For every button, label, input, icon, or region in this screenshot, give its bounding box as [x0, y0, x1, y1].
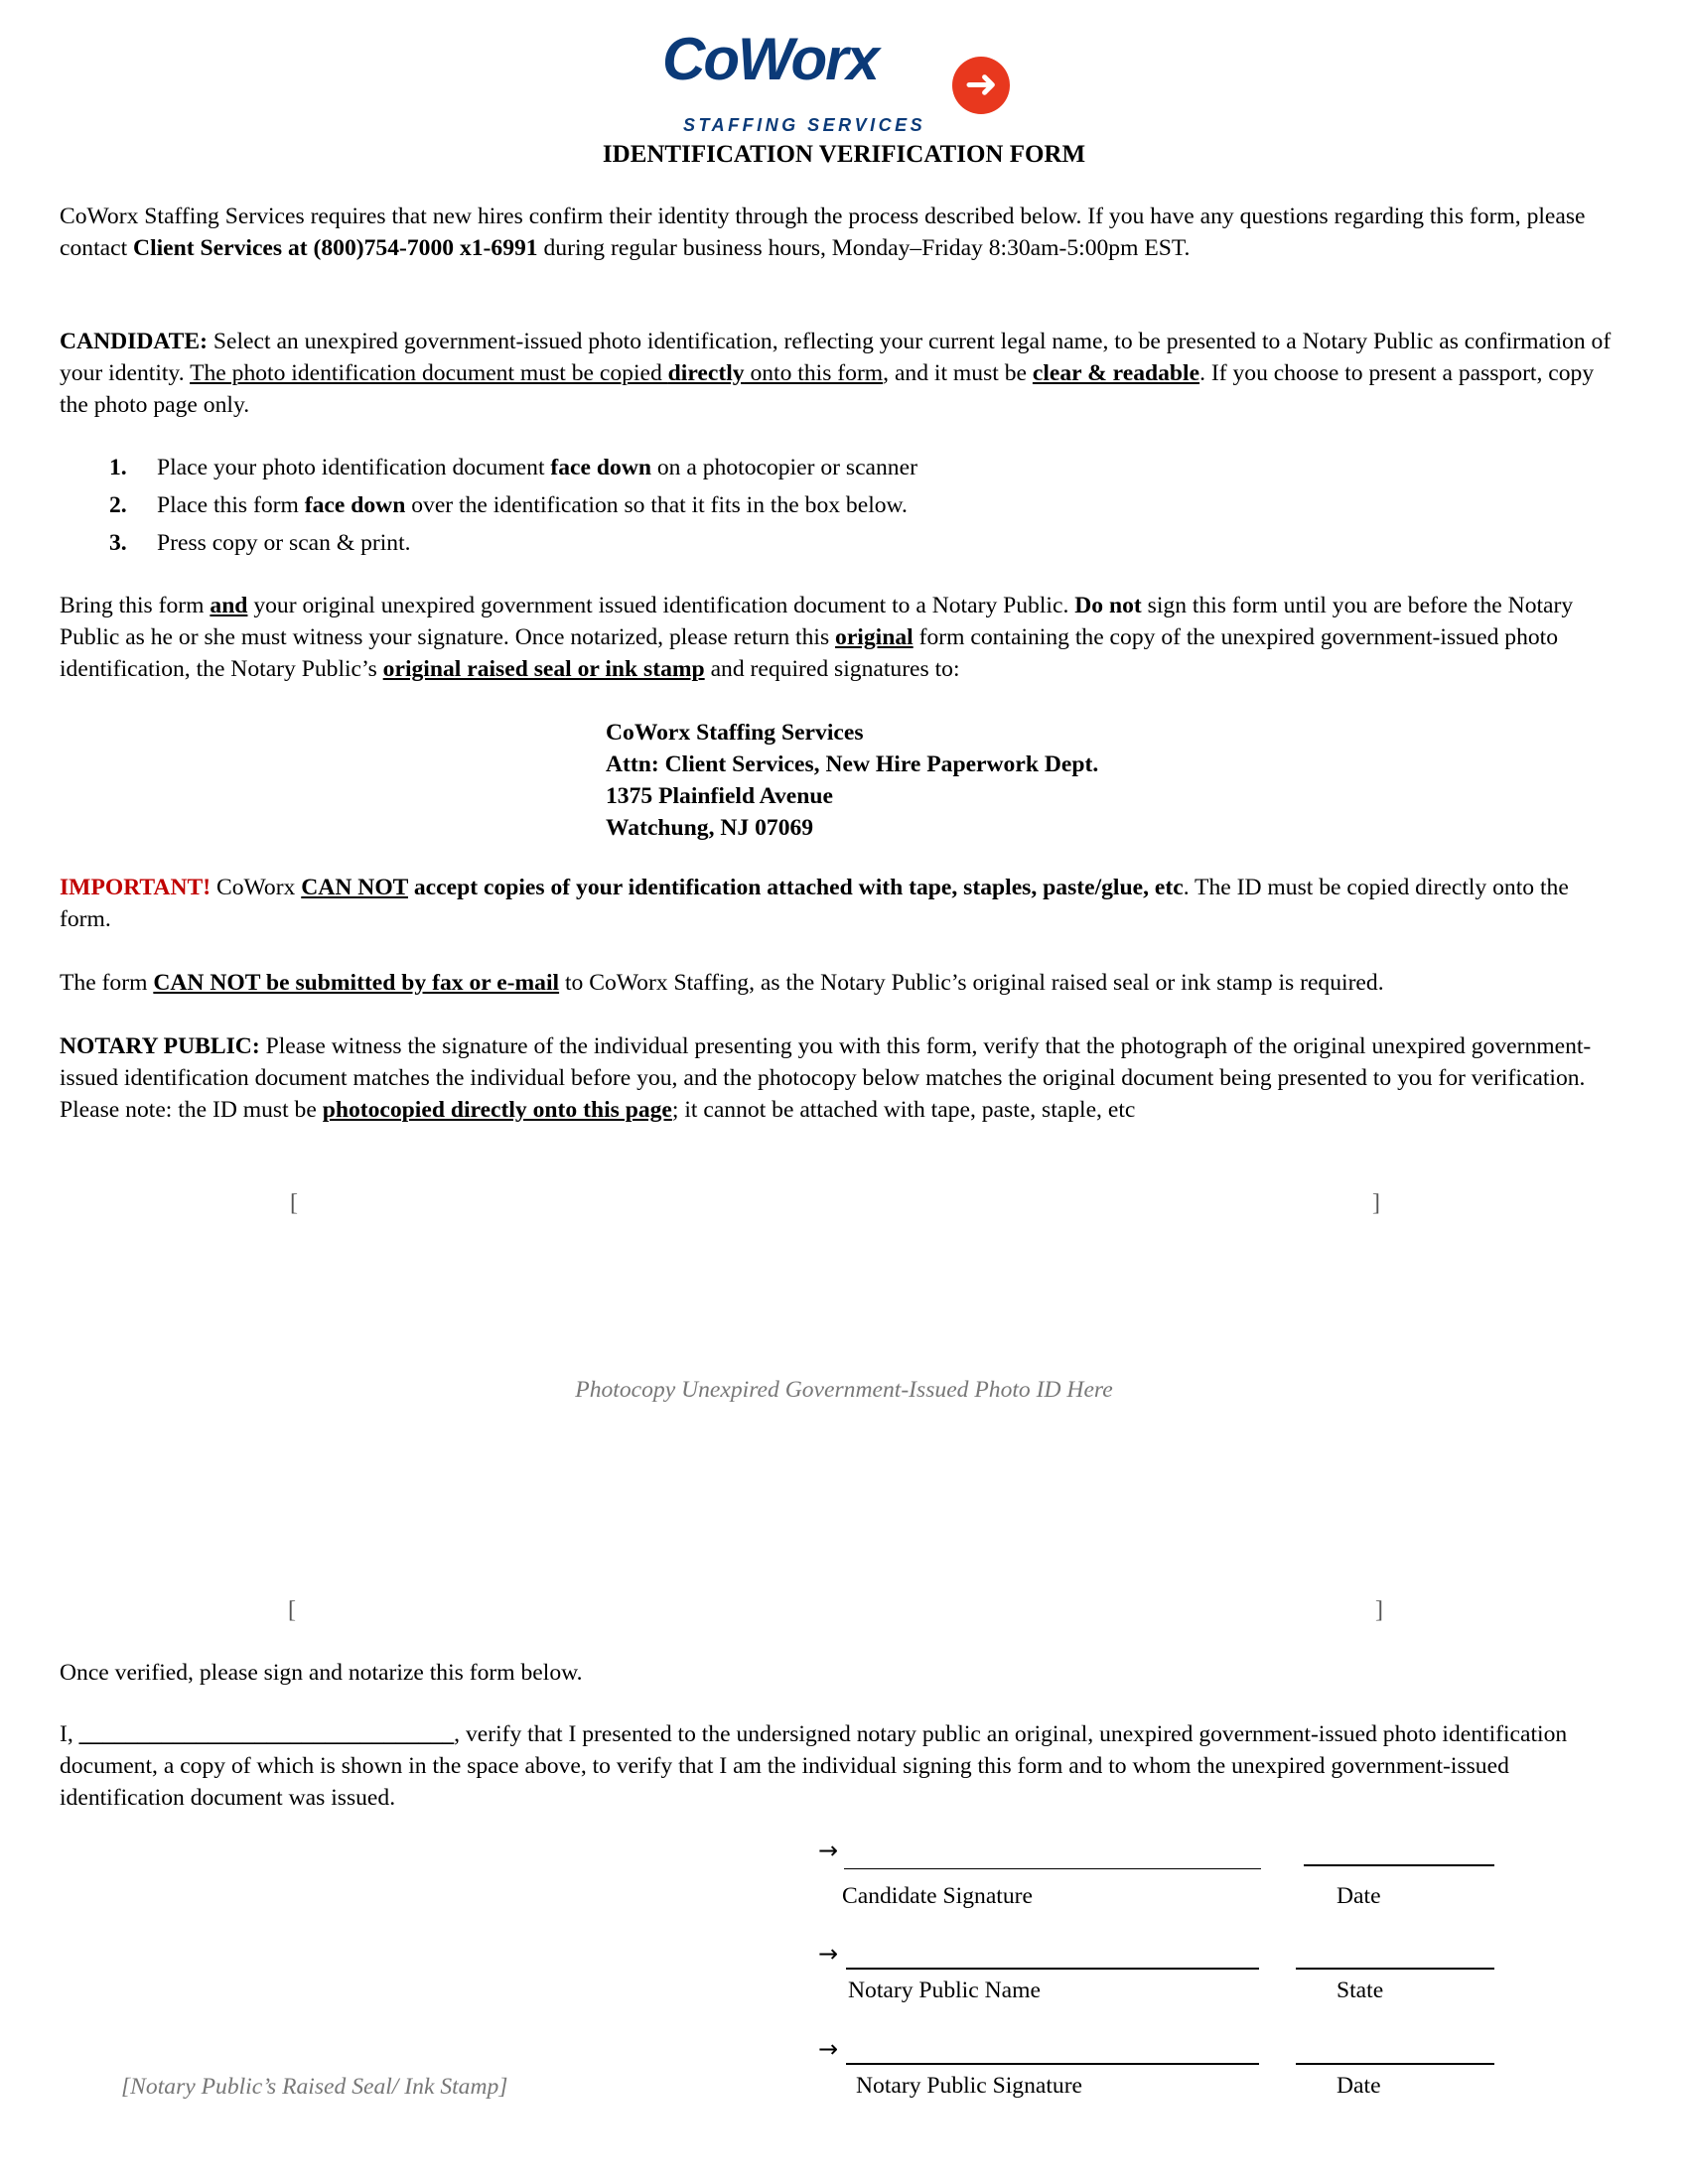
coworx-logo [657, 26, 1035, 135]
photo-box-corner-br: ] [1375, 1597, 1383, 1623]
date-label: Date [1336, 2073, 1381, 2099]
notary-signature-line[interactable] [846, 2063, 1259, 2065]
steps-list [109, 452, 917, 565]
candidate-paragraph: CANDIDATE: Select an unexpired government-issued photo identification, reflecting your current legal name, to be presented to a Notary Public as confirmation of your identity. The photo identification document must be copied directly onto this form, and it must be clear & readable. If you choose to present a passport, copy the photo page only. [60, 329, 1612, 418]
intro-paragraph: CoWorx Staffing Services requires that new hires confirm their identity through the process described below. If you have any questions regarding this form, please contact Client Services at (800)754-7000 x1-6991 during regular business hours, Monday–Friday 8:30am-5:00pm EST. [60, 204, 1586, 261]
important-paragraph: IMPORTANT! CoWorx CAN NOT accept copies of your identification attached with tape, staples, paste/glue, etc. The ID must be copied directly onto the form. [60, 875, 1569, 932]
photo-box-corner-tr: ] [1372, 1190, 1380, 1216]
photo-box-corner-tl: [ [290, 1190, 298, 1216]
signature-label: Candidate Signature [842, 1883, 1033, 1909]
state-line[interactable] [1296, 1968, 1494, 1970]
signature-label: Notary Public Name [848, 1978, 1041, 2003]
notary-paragraph: NOTARY PUBLIC: Please witness the signature of the individual presenting you with this form, verify that the photograph of the original unexpired government-issued identification document matches the individual before you, and the photocopy below matches the original document being presented to you for verification. Please note: the ID must be photocopied directly onto this page; it cannot be attached with tape, paste, staple, etc [60, 1033, 1592, 1123]
arrow-right-icon: → [818, 1837, 839, 1864]
signature-label: Notary Public Signature [856, 2073, 1083, 2099]
arrow-right-icon: → [818, 2035, 839, 2063]
notary-seal-placeholder: [Notary Public’s Raised Seal/ Ink Stamp] [121, 2074, 508, 2100]
list-item: 1. Place your photo identification document face down on a photocopier or scanner [109, 455, 917, 480]
attestation-paragraph: I, ________________________________, verify that I presented to the undersigned notary public an original, unexpired government-issued photo identification document, a copy of which is shown in the space above, to verify that I am the individual signing this form and to whom the unexpired government-issued identification document was issued. [60, 1721, 1568, 1811]
photo-id-placeholder: Photocopy Unexpired Government-Issued Photo ID Here [575, 1377, 1113, 1403]
candidate-signature-line[interactable] [844, 1868, 1261, 1869]
candidate-date-line[interactable] [1304, 1864, 1494, 1866]
bring-paragraph: Bring this form and your original unexpired government issued identification document to a Notary Public. Do not sign this form until you are before the Notary Public as he or she must witness your signature. Once notarized, please return this original form containing the copy of the unexpired government-issued photo identification, the Notary Public’s original raised seal or ink stamp and required signatures to: [60, 593, 1574, 682]
once-verified-text: Once verified, please sign and notarize this form below. [60, 1660, 583, 1686]
mailing-address: CoWorx Staffing Services Attn: Client Services, New Hire Paperwork Dept. 1375 Plainfield Avenue Watchung, NJ 07069 [606, 720, 1099, 841]
state-label: State [1336, 1978, 1384, 2003]
name-field[interactable]: ________________________________ [78, 1721, 455, 1747]
photo-box-corner-bl: [ [288, 1597, 296, 1623]
fax-paragraph: The form CAN NOT be submitted by fax or e-mail to CoWorx Staffing, as the Notary Public’s original raised seal or ink stamp is required. [60, 970, 1384, 996]
notary-name-line[interactable] [846, 1968, 1259, 1970]
arrow-right-icon: ➜ [952, 57, 1010, 114]
logo-wordmark: CoWorx [662, 26, 878, 92]
date-label: Date [1336, 1883, 1381, 1909]
list-item: 3. Press copy or scan & print. [109, 530, 411, 556]
page-title: IDENTIFICATION VERIFICATION FORM [602, 141, 1086, 168]
notary-date-line[interactable] [1296, 2063, 1494, 2065]
list-item: 2. Place this form face down over the identification so that it fits in the box below. [109, 492, 908, 518]
logo-subtitle: STAFFING SERVICES [683, 115, 926, 135]
arrow-right-icon: → [818, 1940, 839, 1968]
